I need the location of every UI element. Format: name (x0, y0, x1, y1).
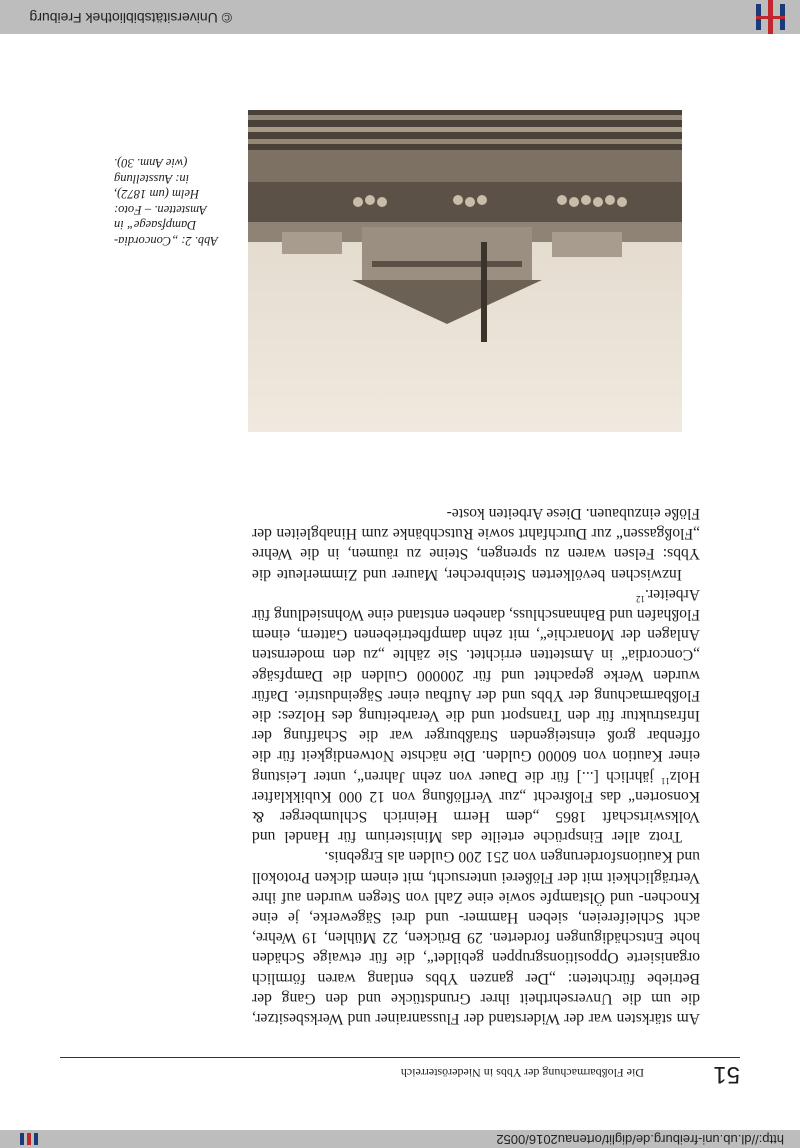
paragraph (252, 584, 700, 847)
paragraph: Inzwischen bevölkerten Steinbrecher, Maurer und Zimmerleute die Ybbs: Felsen waren zu sprengen, Steine zu räumen, in die Wehre „Floßgassen“ zur Durchfahrt sowie Rutschbänke zum Hinabgleiten der Flöße einzubauen. Diese Arbeiten koste- (252, 504, 700, 583)
sawmill-photo-icon (248, 110, 682, 432)
viewer-bottom-bar (0, 0, 800, 34)
viewer-top-bar (0, 1130, 800, 1148)
figure-caption (114, 155, 224, 248)
page-header (60, 1057, 740, 1086)
university-library-logo-icon (10, 1133, 40, 1145)
figure-photo (248, 110, 682, 432)
footnote-ref: 11 (661, 775, 670, 786)
caption-line: Abb. 2: „Concordia- (114, 234, 219, 248)
caption-line: Amstetten. – Foto: (114, 203, 207, 217)
caption-line: in: Ausstellung (114, 172, 190, 186)
running-title: Die Floßbarmachung der Ybbs in Niederösterreich (400, 1066, 644, 1080)
caption-line: Dampfsaege“ in (114, 218, 197, 233)
paragraph-part: jährlich [...] für die Dauer von zehn Jahren“, unter Leistung einer Kaution von 60000 Gulden. Die nächste Notwendigkeit für die offenbar groß einsteigenden Straßburger war die Schaffung der Infrastruktur für den Transport und die Verarbeitung des Holzes: die Floßbarmachung der Ybbs und der Aufbau einer Sägeindustrie. Dafür wurden Werke gepachtet und für 200000 Gulden die Dampfsäge „Concordia“ in Amstetten errichtet. Sie zählte „zu den modernsten Anlagen der Monarchie“, mit zehn dampfbetriebenen Gattern, einem Floßhafen und Bahnanschluss, daneben entstand eine Wohnsiedlung für Arbeiter. (252, 585, 700, 785)
body-text (252, 503, 700, 1028)
copyright-text: © Universitätsbibliothek Freiburg (29, 10, 232, 26)
page-number: 51 (713, 1061, 740, 1088)
caption-line: (wie Anm. 30). (114, 156, 188, 171)
university-library-logo-icon (752, 0, 788, 34)
paragraph: Am stärksten war der Widerstand der Flussanrainer und Werksbesitzer, die um die Unversehrtheit ihrer Grundstücke und den Gang der Betriebe fürchteten: „Der ganzen Ybbs entlang waren förmlich organisierte Oppositionsgruppen gebildet“, die für etwaige Schäden hohe Entschädigungen forderten. 29 Brücken, 22 Mühlen, 19 Wehre, acht Schleifereien, sieben Hammer- und drei Sägewerke, je eine Knochen- und Ölstampfe sowie eine Zahl von Stegen wurden auf ihre Verträglichkeit mit der Flößerei untersucht, mit einem dicken Protokoll und Kautionsforderungen von 251 200 Gulden als Ergebnis. (252, 848, 700, 1027)
paragraph-part: Trotz aller Einsprüche erteilte das Ministerium für Handel und Volkswirtschaft 1865 „dem Herrn Heinrich Schlumberger & Konsorten“ das Floßrecht „zur Verflößung von 12 000 Kubikklafter Holz (252, 767, 700, 846)
footnote-ref: 12 (636, 593, 645, 604)
caption-line: Helm (um 1872), (114, 187, 200, 202)
viewer-url[interactable]: http://dl.ub.uni-freiburg.de/diglit/ortenau2016/0052 (496, 1132, 784, 1147)
